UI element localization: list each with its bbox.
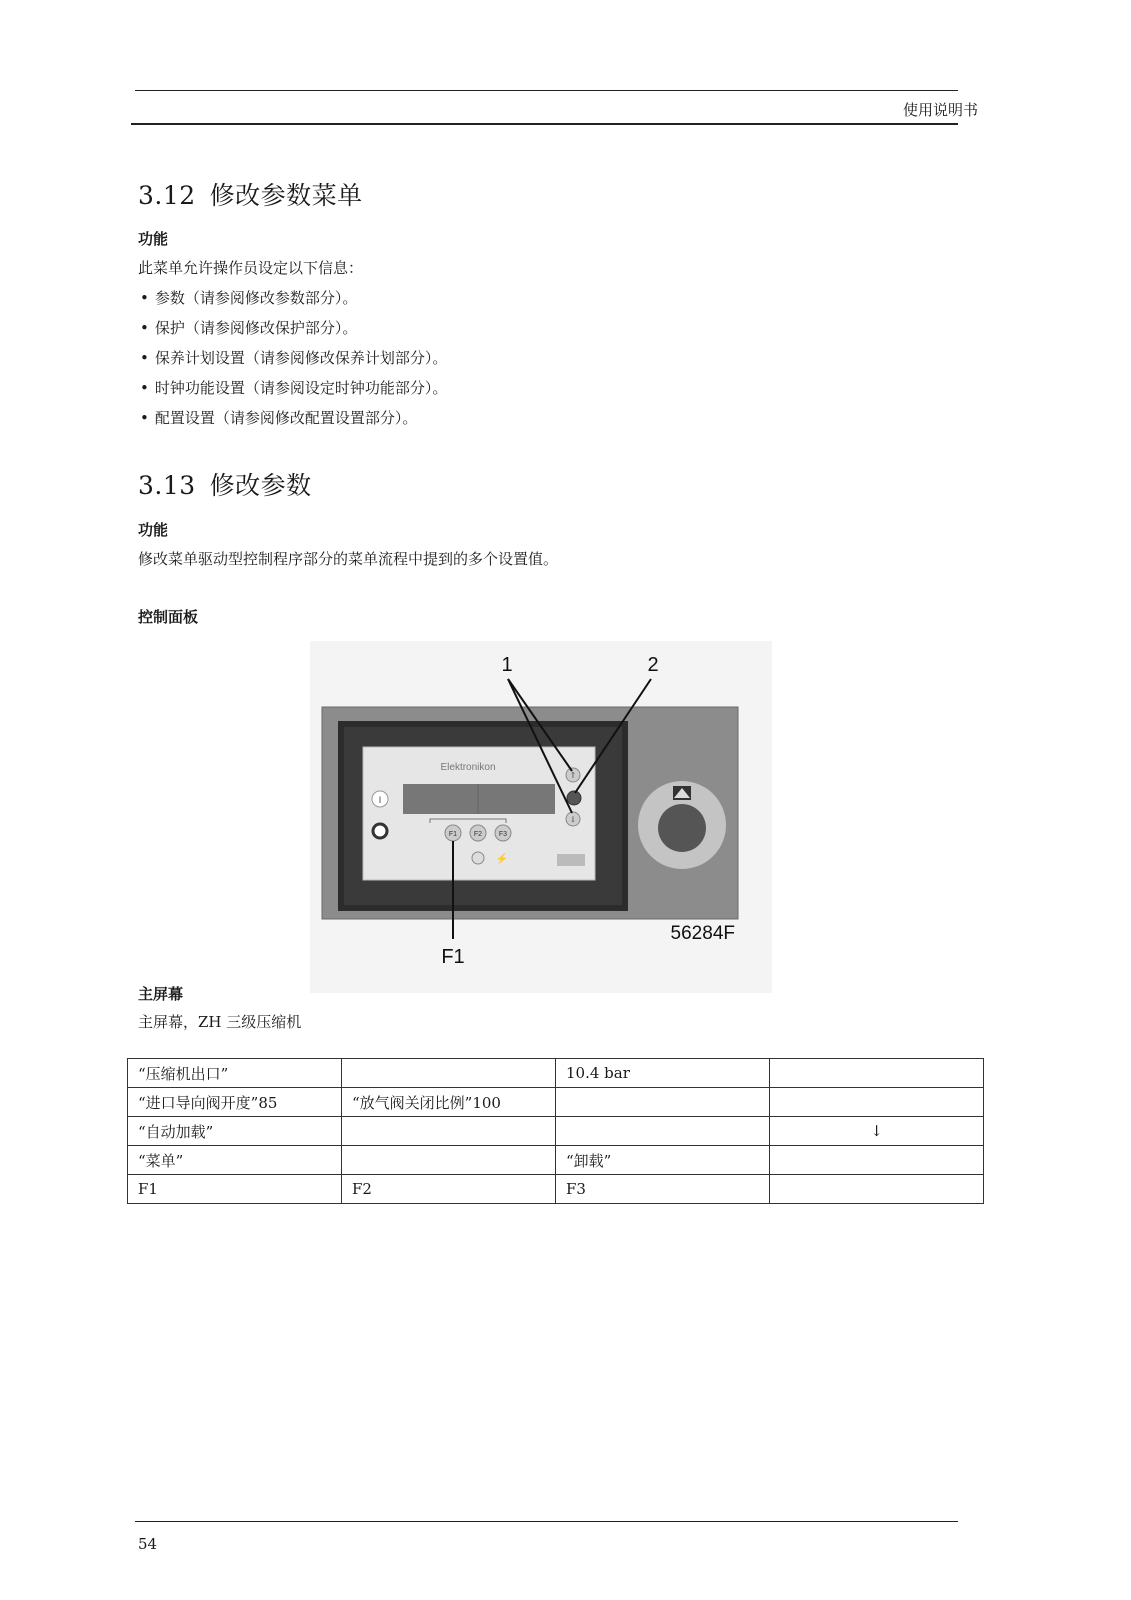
table-row bbox=[128, 1088, 984, 1117]
main-screen-heading: 主屏幕 bbox=[138, 985, 184, 1003]
table-row bbox=[128, 1059, 984, 1088]
table-cell: “卸载” bbox=[556, 1146, 770, 1175]
table-cell bbox=[342, 1059, 556, 1088]
table-cell: F1 bbox=[128, 1175, 342, 1204]
main-screen-caption: 主屏幕，ZH 三级压缩机 bbox=[138, 1013, 302, 1031]
list-item: • 配置设置（请参阅修改配置设置部分）。 bbox=[140, 403, 447, 433]
footer-rule bbox=[135, 1521, 958, 1522]
table-cell: “压缩机出口” bbox=[128, 1059, 342, 1088]
callout-1: 1 bbox=[501, 654, 513, 676]
section-3-12-heading bbox=[138, 176, 363, 212]
section-3-13-heading bbox=[138, 466, 312, 502]
table-cell: “自动加载” bbox=[128, 1117, 342, 1146]
table-row bbox=[128, 1175, 984, 1204]
menu-intro: 此菜单允许操作员设定以下信息： bbox=[138, 259, 364, 277]
function-subheading: 功能 bbox=[138, 521, 169, 539]
table-cell: “进口导向阀开度”85 bbox=[128, 1088, 342, 1117]
info-icon bbox=[472, 852, 484, 864]
control-panel-figure bbox=[310, 641, 772, 993]
page-number: 54 bbox=[138, 1535, 158, 1553]
figure-code: 56284F bbox=[670, 923, 735, 944]
document-title: 使用说明书 bbox=[902, 101, 978, 119]
section-number: 3.13 bbox=[138, 471, 196, 500]
main-screen-table bbox=[127, 1058, 984, 1204]
table-row bbox=[128, 1146, 984, 1175]
table-cell bbox=[556, 1088, 770, 1117]
svg-text:F1: F1 bbox=[448, 831, 458, 838]
table-cell bbox=[342, 1117, 556, 1146]
svg-text:↑: ↑ bbox=[569, 771, 577, 780]
lcd-display bbox=[403, 784, 555, 814]
brand-label: Elektronikon bbox=[440, 762, 496, 773]
stop-button bbox=[373, 824, 387, 838]
table-cell: F3 bbox=[556, 1175, 770, 1204]
svg-text:F3: F3 bbox=[498, 831, 508, 838]
table-cell bbox=[770, 1059, 984, 1088]
manufacturer-logo bbox=[557, 854, 585, 866]
callout-2: 2 bbox=[647, 654, 659, 676]
header-rule-bottom bbox=[131, 123, 958, 125]
list-item: • 保护（请参阅修改保护部分）。 bbox=[140, 313, 447, 343]
svg-text:F2: F2 bbox=[473, 831, 483, 838]
tab-key bbox=[567, 791, 581, 805]
section-title: 修改参数菜单 bbox=[209, 181, 363, 210]
list-item: • 时钟功能设置（请参阅设定时钟功能部分）。 bbox=[140, 373, 447, 403]
menu-options-list bbox=[140, 283, 447, 433]
table-cell bbox=[770, 1175, 984, 1204]
table-row bbox=[128, 1117, 984, 1146]
callout-f1: F1 bbox=[441, 946, 465, 968]
table-cell bbox=[342, 1146, 556, 1175]
control-panel-heading: 控制面板 bbox=[138, 608, 199, 626]
scroll-down-arrow: ↓ bbox=[770, 1117, 984, 1146]
list-item: • 参数（请参阅修改参数部分）。 bbox=[140, 283, 447, 313]
function-subheading: 功能 bbox=[138, 230, 169, 248]
svg-text:↓: ↓ bbox=[569, 815, 577, 824]
table-cell: “放气阀关闭比例”100 bbox=[342, 1088, 556, 1117]
table-cell bbox=[556, 1117, 770, 1146]
emergency-stop-button bbox=[658, 804, 706, 852]
table-cell: F2 bbox=[342, 1175, 556, 1204]
section-description: 修改菜单驱动型控制程序部分的菜单流程中提到的多个设置值。 bbox=[138, 550, 559, 568]
table-cell: 10.4 bar bbox=[556, 1059, 770, 1088]
table-cell bbox=[770, 1088, 984, 1117]
section-title: 修改参数 bbox=[209, 471, 312, 500]
svg-text:I: I bbox=[378, 795, 382, 805]
header-rule-top bbox=[135, 90, 958, 91]
table-cell bbox=[770, 1146, 984, 1175]
section-number: 3.12 bbox=[138, 181, 196, 210]
table-cell: “菜单” bbox=[128, 1146, 342, 1175]
svg-text:⚡: ⚡ bbox=[495, 854, 509, 865]
list-item: • 保养计划设置（请参阅修改保养计划部分）。 bbox=[140, 343, 447, 373]
